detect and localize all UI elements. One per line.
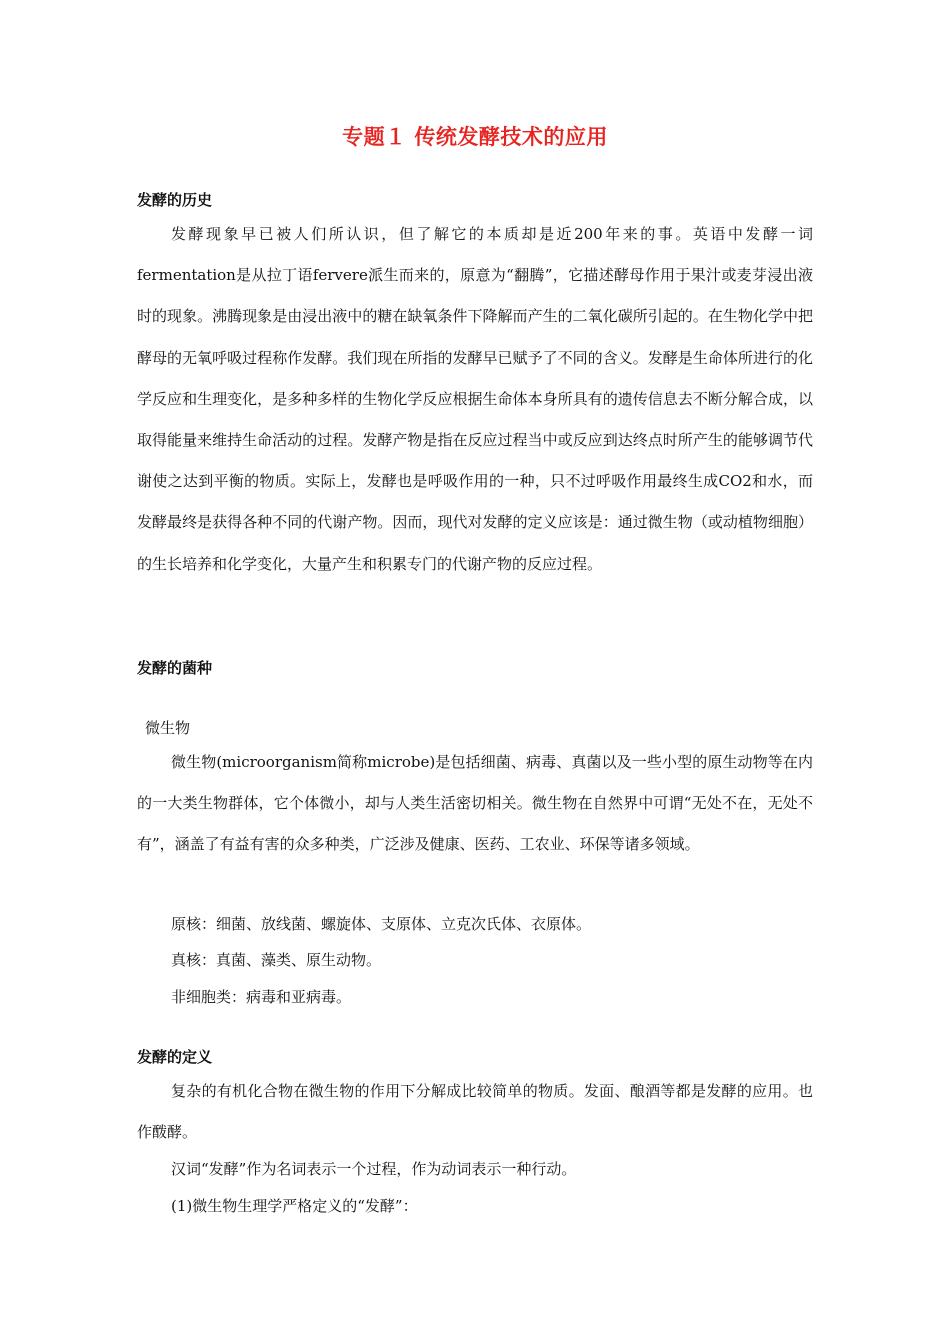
definition-line-physiology: (1)微生物生理学严格定义的“发酵”： [171, 1197, 418, 1215]
microorganism-paragraph: 微生物(microorganism简称microbe)是包括细菌、病毒、真菌以及一些小型的原生动物等在内的一大类生物群体，它个体微小，却与人类生活密切相关。微生物在自然界中可谓“无处不在，无处不有”，涵盖了有益有害的众多种类，广泛涉及健康、医药、工农业、环保等诸多领域。 [137, 753, 813, 854]
definition-paragraph: 复杂的有机化合物在微生物的作用下分解成比较简单的物质。发面、酿酒等都是发酵的应用。也作酦酵。 [137, 1082, 813, 1142]
section-heading-history: 发酵的历史 [137, 191, 213, 209]
section-heading-strains: 发酵的菌种 [137, 659, 213, 677]
definition-line-noun-verb: 汉词“发酵”作为名词表示一个过程，作为动词表示一种行动。 [171, 1160, 577, 1178]
prokaryote-line: 原核：细菌、放线菌、螺旋体、支原体、立克次氏体、衣原体。 [171, 915, 592, 933]
eukaryote-line: 真核：真菌、藻类、原生动物。 [171, 951, 382, 969]
section-heading-definition: 发酵的定义 [137, 1048, 213, 1066]
page-title: 专题１ 传统发酵技术的应用 [342, 125, 608, 149]
microorganism-subheading: 微生物 [145, 719, 191, 737]
acellular-line: 非细胞类：病毒和亚病毒。 [171, 988, 352, 1006]
history-paragraph: 发酵现象早已被人们所认识，但了解它的本质却是近200年来的事。英语中发酵一词fermentation是从拉丁语fervere派生而来的，原意为“翻腾”，它描述酵母作用于果汁或麦芽浸出液时的现象。沸腾现象是由浸出液中的糖在缺氧条件下降解而产生的二氧化碳所引起的。在生物化学中把酵母的无氧呼吸过程称作发酵。我们现在所指的发酵早已赋予了不同的含义。发酵是生命体所进行的化学反应和生理变化，是多种多样的生物化学反应根据生命体本身所具有的遗传信息去不断分解合成，以取得能量来维持生命活动的过程。发酵产物是指在反应过程当中或反应到达终点时所产生的能够调节代谢使之达到平衡的物质。实际上，发酵也是呼吸作用的一种，只不过呼吸作用最终生成CO2和水，而发酵最终是获得各种不同的代谢产物。因而，现代对发酵的定义应该是：通过微生物（或动植物细胞）的生长培养和化学变化，大量产生和积累专门的代谢产物的反应过程。 [137, 225, 813, 573]
